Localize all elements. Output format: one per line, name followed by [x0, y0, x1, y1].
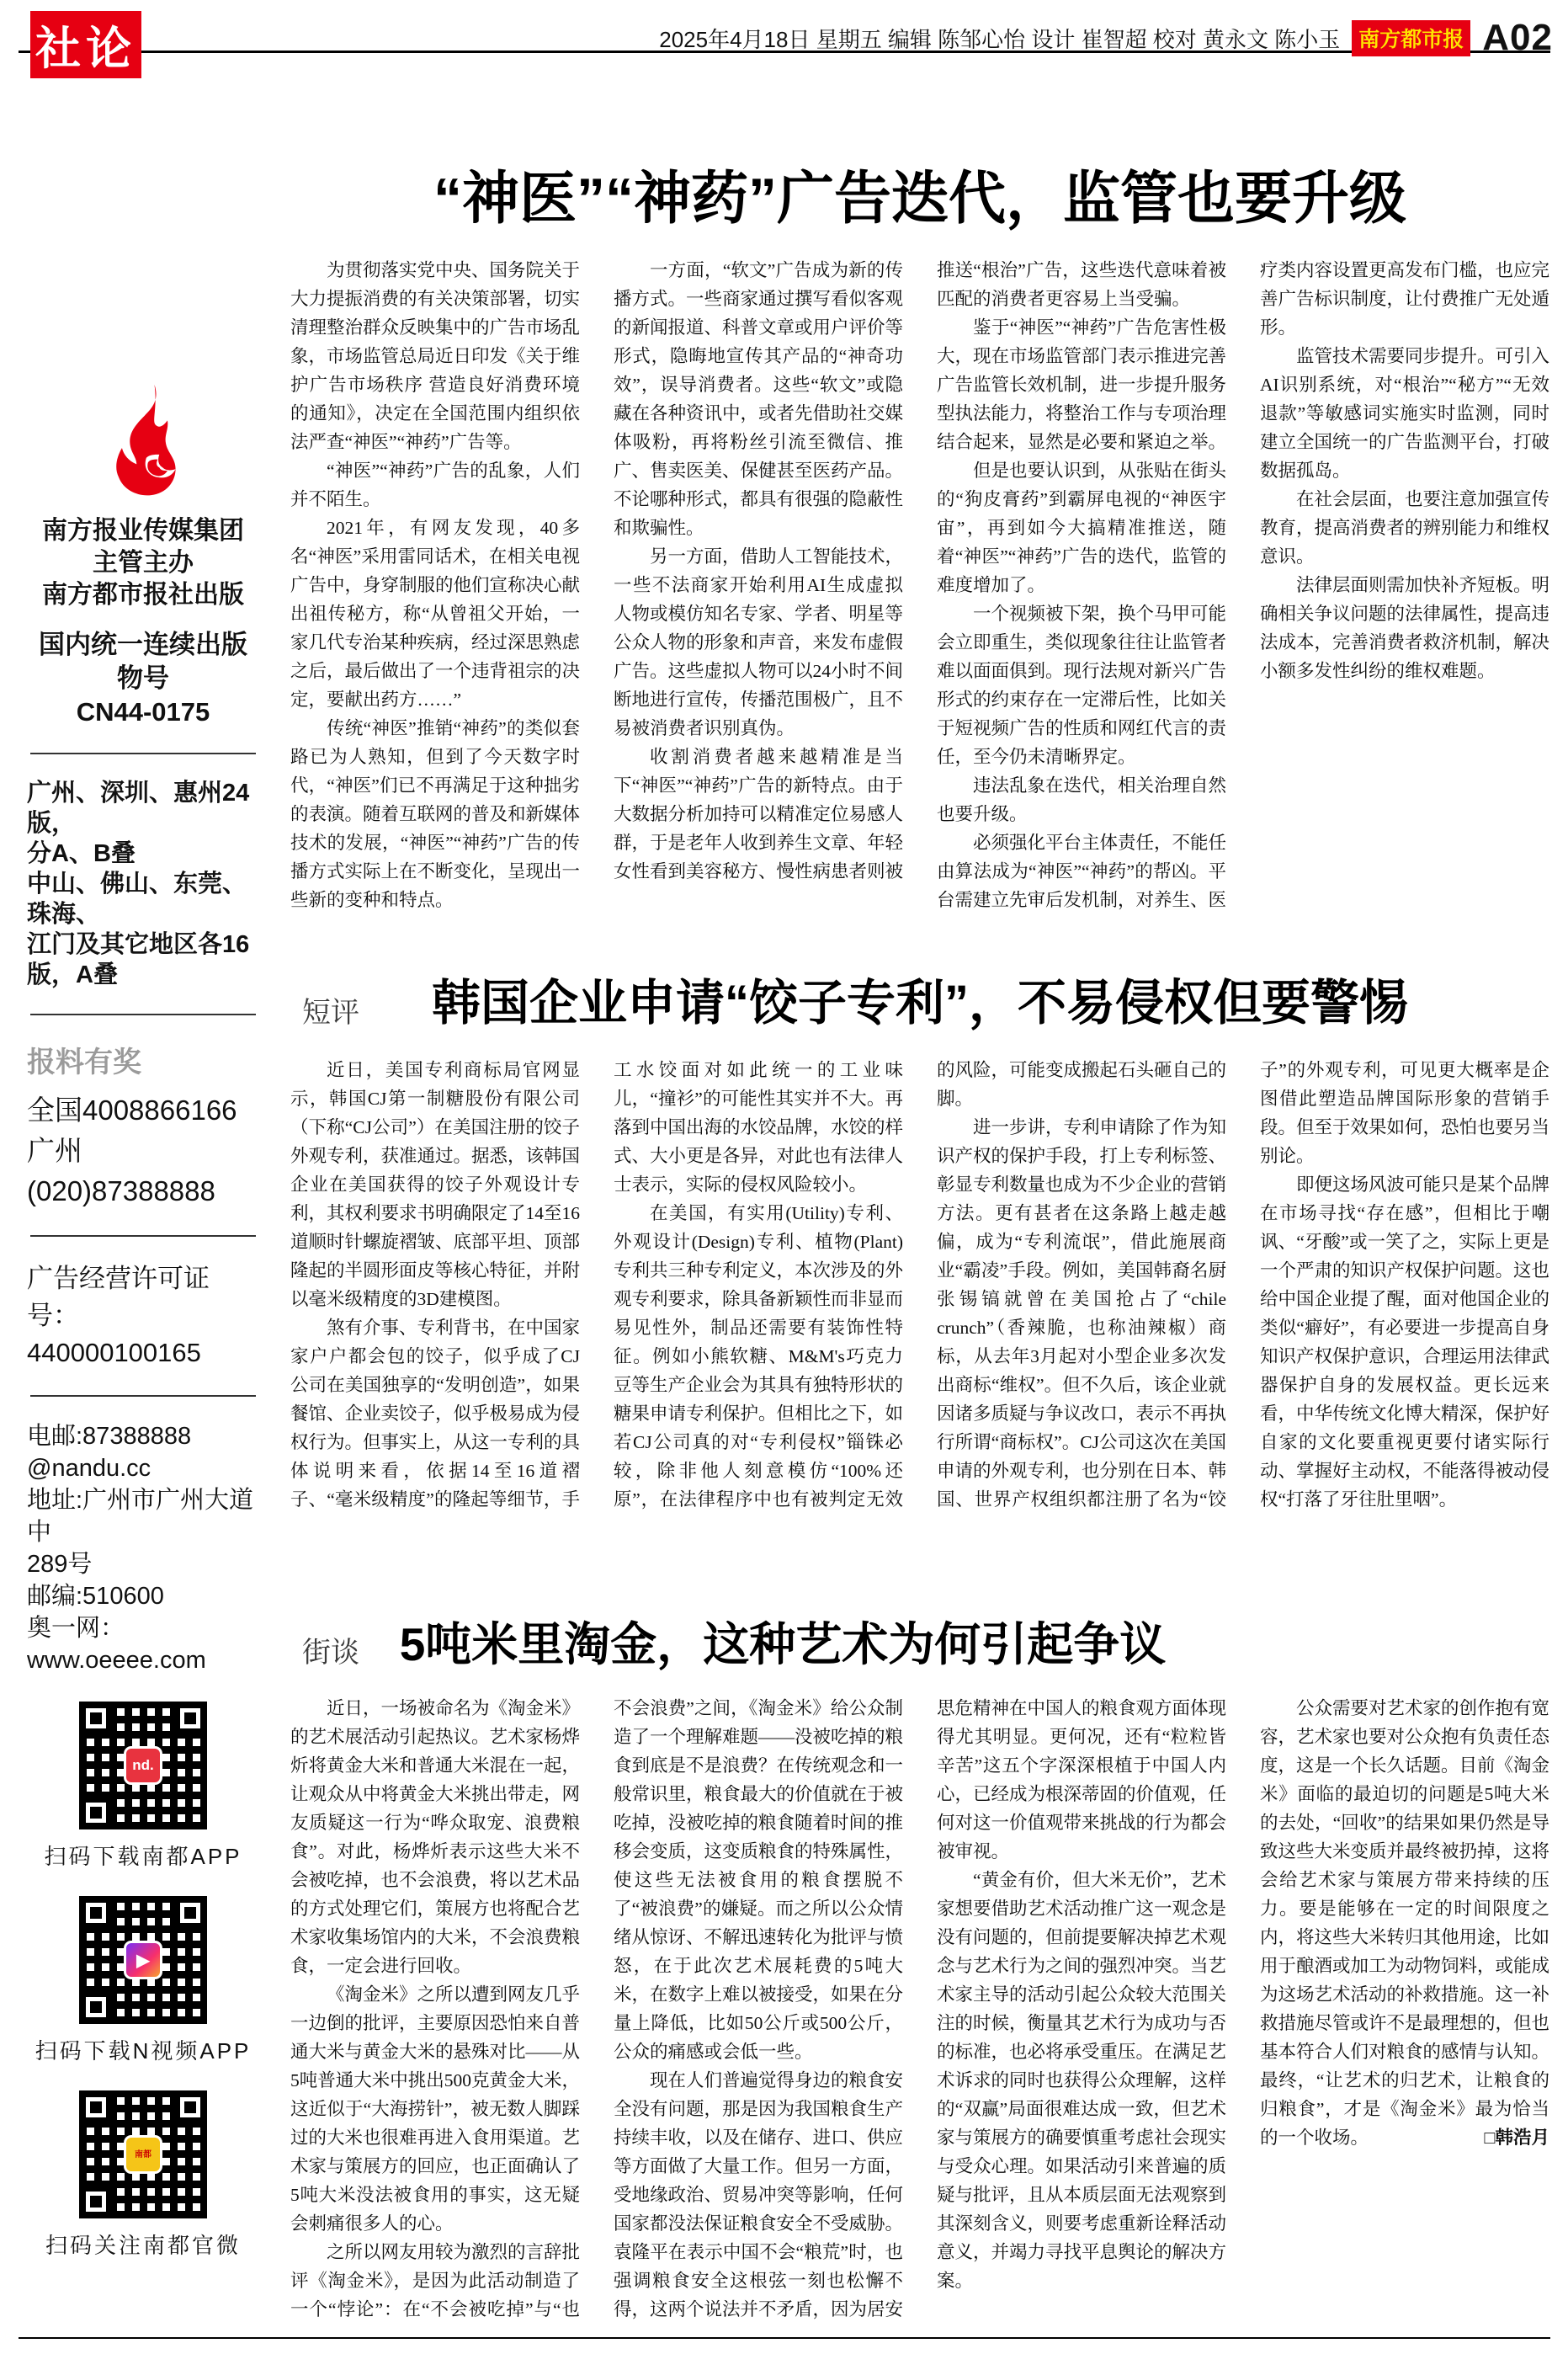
- text-line: 289号: [27, 1551, 93, 1578]
- paragraph: 违法乱象在迭代，相关治理自然也要升级。: [937, 775, 1227, 824]
- contact-block: [27, 1420, 259, 1676]
- paragraph: “神医”“神药”广告的乱象，人们并不陌生。: [290, 461, 580, 509]
- issn-block: [27, 628, 259, 729]
- paragraph: 一方面，“软文”广告成为新的传播方式。一些商家通过撰写看似客观的新闻报道、科普文章或用户评价等形式，隐晦地宣传其产品的“神奇功效”，误导消费者。这些“软文”或隐藏在各种资讯中，或者先借助社交媒体吸粉，再将粉丝引流至微信、推广、售卖医美、保健甚至医药产品。不论哪种形式，都具有很强的隐蔽性和欺骗性。: [614, 260, 904, 538]
- paragraph: 为贯彻落实党中央、国务院关于大力提振消费的有关决策部署，切实清理整治群众反映集中的广告市场乱象，市场监管总局近日印发《关于维护广告市场秩序 营造良好消费环境的通知》，决定在全国范围内组织依法严查“神医”“神药”广告等。: [290, 260, 581, 452]
- masthead-badge: 南方都市报: [1352, 20, 1470, 56]
- paragraph: 另一方面，借助人工智能技术，一些不法商家开始利用AI生成虚拟人物或模仿知名专家、学者、明星等公众人物的形象和声音，来发布虚假广告。这些虚拟人物可以24小时不间断地进行宣传，传播范围极广，且不易被消费者识别真伪。: [614, 546, 904, 738]
- qr-nvideo-app: [27, 1896, 259, 2065]
- text-line: 广州(020)87388888: [27, 1135, 215, 1206]
- paragraph: 2021年，有网友发现，40多名“神医”采用雷同话术，在相关电视广告中，身穿制服的他们宣称决心献出祖传秘方，称“从曾祖父开始，一家几代专治某种疾病，经过深思熟虑之后，最后做出了一个违背祖宗的决定，要献出药方……”: [290, 518, 581, 710]
- sidebar: [27, 383, 259, 2260]
- article-2-header: [290, 965, 1549, 1042]
- text-line: 南方都市报社出版: [42, 581, 244, 609]
- paragraph: “黄金有价，但大米无价”，艺术家想要借助艺术活动推广这一观念是没有问题的，但前提要解决掉艺术观念与艺术行为之间的强烈冲突。当艺术家主导的活动引起公众较大范围关注的时候，衡量其艺术行为成功与否的标准，也必将承受重压。在满足艺术诉求的同时也获得公众理解，这样的“双赢”局面很难达成一致，但艺术家与策展方的确要慎重考虑社会现实与受众心理。如果活动引来普遍的质疑与批评，且从本质层面无法观察到其深刻含义，则要考虑重新诠释活动意义，并竭力寻找平息舆论的解决方案。: [937, 1870, 1227, 2291]
- sidebar-divider: [30, 753, 256, 754]
- text-line: CN44-0175: [76, 697, 210, 727]
- text-line: 江门及其它地区各16: [27, 931, 250, 958]
- paragraph: 在社会层面，也要注意加强宣传教育，提高消费者的辨别能力和维权意识。: [1260, 489, 1549, 567]
- qr-code-icon: [79, 1896, 207, 2024]
- paragraph: 但是也要认识到，从张贴在街头的“狗皮膏药”到霸屏电视的“神医宇宙”，再到如今大搞精准推送，随着“神医”“神药”广告的迭代，监管的难度增加了。: [937, 461, 1227, 595]
- text-line: 主管主办: [93, 549, 194, 577]
- text-line: 广告经营许可证号：: [27, 1264, 210, 1330]
- page-bottom-rule: [19, 2337, 1550, 2339]
- text-line: 奥一网：: [27, 1615, 125, 1642]
- text-line: 电邮:87388888: [27, 1423, 192, 1450]
- paragraph: 煞有介事、专利背书，在中国家家户户都会包的饺子，似乎成了CJ公司在美国独享的“发明创造”，如果餐馆、企业卖饺子，似乎极易成为侵权行为。但事实上，从这一专利的具体说明来看，依据14至16道褶子、“毫米级精度”的隆起等细节，手工水饺面对如此统一的工业味儿，“撞衫”的可能性其实并不大。再落到中国出海的水饺品牌，水饺的样式、大小更是各异，对此也有法律人士表示，实际的侵权风险较小。: [290, 1060, 904, 1510]
- paragraph: 之所以网友用较为激烈的言辞批评《淘金米》，是因为此活动制造了一个“悖论”：在“不会被吃掉”与“也不会浪费”之间，《淘金米》给公众制造了一个理解难题——没被吃掉的粮食到底是不是浪费？在传统观念和一般常识里，粮食最大的价值就在于被吃掉，没被吃掉的粮食随着时间的推移会变质，这变质粮食的特殊属性，使这些无法被食用的粮食摆脱不了“被浪费”的嫌疑。而之所以公众情绪从惊讶、不解迅速转化为批评与愤怒，在于此次艺术展耗费的5吨大米，在数字上难以被接受，如果在分量上降低，比如50公斤或500公斤，公众的痛感或会低一些。: [290, 1698, 904, 2319]
- section-label-box: [30, 11, 141, 78]
- qr-nandu-app: [27, 1702, 259, 1871]
- article-1-body: [290, 256, 1549, 940]
- qr-finder-icon: [173, 1702, 207, 1735]
- qr-finder-icon: [173, 1896, 207, 1930]
- article-1-headline: “神医”“神药”广告迭代，监管也要升级: [433, 167, 1406, 231]
- publisher-block: [27, 515, 259, 611]
- article-3-kicker: 街谈: [302, 1637, 359, 1669]
- paragraph: 收割消费者越来越精准是当下“神医”“神药”广告的新特点。由于大数据分析加持可以精准定位易感人群，于是老年人收到养生文章、年轻女性看到美容秘方、慢性病患者则被推送“根治”广告，这些迭代意味着被匹配的消费者更容易上当受骗。: [614, 260, 1226, 881]
- paragraph: 传统“神医”推销“神药”的类似套路已为人熟知，但到了今天数字时代，“神医”们已不再满足于这种拙劣的表演。随着互联网的普及和新媒体技术的发展，“神医”“神药”广告的传播方式实际上在不断变化，呈现出一些新的变种和特点。: [290, 718, 581, 910]
- paragraph: 《淘金米》之所以遭到网友几乎一边倒的批评，主要原因恐怕来自普通大米与黄金大米的悬殊对比——从5吨普通大米中挑出500克黄金大米，这近似于“大海捞针”，被无数人脚踩过的大米也很难再进入食用渠道。艺术家与策展方的回应，也正面确认了5吨大米没法被食用的事实，这无疑会刺痛很多人的心。: [290, 1984, 581, 2234]
- qr-finder-icon: [79, 1990, 113, 2024]
- paragraph: 即便这场风波可能只是某个品牌在市场寻找“存在感”，但相比于嘲讽、“牙酸”或一笑了之，实际上更是一个严肃的知识产权保护问题。这也给中国企业提了醒，面对他国企业的类似“癖好”，有必要进一步提高自身知识产权保护意识，合理运用法律武器保护自身的发展权益。更长远来看，中华传统文化博大精深，保护好自家的文化要重视更要付诸实际行动、掌握好主动权，不能落得被动侵权“打落了牙往肚里咽”。: [1260, 1174, 1549, 1510]
- qr-code-icon: [79, 1702, 207, 1829]
- article-3-header: [290, 1606, 1275, 1682]
- text-line: 国内统一连续出版物号: [39, 630, 247, 693]
- qr-finder-icon: [173, 2090, 207, 2124]
- qr-finder-icon: [79, 1702, 113, 1735]
- paragraph: 法律层面则需加快补齐短板。明确相关争议问题的法律属性，提高违法成本，完善消费者救济机制，解决小额多发性纠纷的维权难题。: [1260, 575, 1549, 681]
- qr-caption: 扫码下载南都APP: [44, 1844, 242, 1869]
- ad-license-block: [27, 1260, 259, 1371]
- paragraph: 必须强化平台主体责任，不能任由算法成为“神医”“神药”的帮凶。平台需建立先审后发机制，对养生、医疗类内容设置更高发布门槛，也应完善广告标识制度，让付费推广无处遁形。: [937, 260, 1549, 910]
- qr-finder-icon: [79, 1796, 113, 1829]
- article-2-headline: 韩国企业申请“饺子专利”，不易侵权但要警惕: [431, 976, 1408, 1031]
- header-meta: [659, 17, 1553, 59]
- page-number: A02: [1482, 17, 1553, 58]
- nvideo-play-icon: ▶: [124, 1941, 162, 1979]
- qr-finder-icon: [79, 2090, 113, 2124]
- text-line: 地址:广州市广州大道中: [27, 1487, 254, 1546]
- paragraph: 一个视频被下架，换个马甲可能会立即重生，类似现象往往让监管者难以面面俱到。现行法规对新兴广告形式的约束存在一定滞后性，比如关于短视频广告的性质和网红代言的责任，至今仍未清晰界定。: [937, 604, 1227, 767]
- qr-finder-icon: [79, 1896, 113, 1930]
- text-line: 广州、深圳、惠州24版，: [27, 780, 250, 837]
- text-line: 分A、B叠: [27, 840, 136, 867]
- text-line: 440000100165: [27, 1338, 201, 1367]
- article-2-kicker: 短评: [302, 997, 359, 1029]
- article-2-body: [290, 1056, 1549, 1539]
- article-3-body: [290, 1694, 1549, 2334]
- qr-code-icon: [79, 2090, 207, 2218]
- paragraph: 在美国，有实用(Utility)专利、外观设计(Design)专利、植物(Plant)专利共三种专利定义，本次涉及的外观专利要求，除具备新颖性而非显而易见性外，制品还需要有装饰性特征。例如小熊软糖、M&M's巧克力豆等生产企业会为其具有独特形状的糖果申请专利保护。但相比之下，如若CJ公司真的对“专利侵权”锱铢必较，除非他人刻意模仿“100%还原”，在法律程序中也有被判定无效的风险，可能变成搬起石头砸自己的脚。: [614, 1060, 1227, 1510]
- sidebar-divider: [30, 1014, 256, 1015]
- text-line: @nandu.cc: [27, 1455, 151, 1482]
- text-line: 中山、佛山、东莞、珠海、: [27, 871, 247, 928]
- paragraph: 进一步讲，专利申请除了作为知识产权的保护手段，打上专利标签、彰显专利数量也成为不少企业的营销方法。更有甚者在这条路上越走越偏，成为“专利流氓”，借此施展商业“霸凌”手段。例如，美国韩裔名厨张锡镐就曾在美国抢占了“chile crunch”（香辣脆，也称油辣椒）商标，从去年3月起对小型企业多次发出商标“维权”。但不久后，该企业就因诸多质疑与争议改口，表示不再执行所谓“商标权”。CJ公司这次在美国申请的外观专利，也分别在日本、韩国、世界产权组织都注册了名为“饺子”的外观专利，可见更大概率是企图借此塑造品牌国际形象的营销手段。但至于效果如何，恐怕也要另当别论。: [937, 1060, 1549, 1510]
- article-3-headline: 5吨米里淘金，这种艺术为何引起争议: [399, 1618, 1167, 1670]
- nandu-weibo-icon: 南都: [124, 2135, 162, 2174]
- nandu-flame-logo: [93, 383, 194, 497]
- sidebar-divider: [30, 1395, 256, 1397]
- paragraph: 现在人们普遍觉得身边的粮食安全没有问题，那是因为我国粮食生产持续丰收，以及在储存、进口、供应等方面做了大量工作。但另一方面，受地缘政治、贸易冲突等影响，任何国家都没法保证粮食安全不受威胁。袁隆平在表示中国不会“粮荒”时，也强调粮食安全这根弦一刻也松懈不得，这两个说法并不矛盾，因为居安思危精神在中国人的粮食观方面体现得尤其明显。更何况，还有“粒粒皆辛苦”这五个字深深根植于中国人内心，已经成为根深蒂固的价值观，任何对这一价值观带来挑战的行为都会被审视。: [614, 1698, 1227, 2319]
- paragraph: 公众需要对艺术家的创作抱有宽容，艺术家也要对公众抱有负责任态度，这是一个长久话题。目前《淘金米》面临的最迫切的问题是5吨大米的去处，“回收”的结果如果仍然是导致这些大米变质并最终被扔掉，这将会给艺术家与策展方带来持续的压力。要是能够在一定的时间限度之内，将这些大米转归其他用途，比如用于酿酒或加工为动物饲料，或能成为这场艺术活动的补救措施。这一补救措施尽管或许不是最理想的，但也基本符合人们对粮食的感情与认知。最终，“让艺术的归艺术，让粮食的归粮食”，才是《淘金米》最为恰当的一个收场。 □韩浩月: [1260, 1694, 1549, 2152]
- editions-block: [27, 778, 259, 990]
- text-line: 版，A叠: [27, 961, 118, 988]
- nandu-app-icon: nd.: [124, 1746, 162, 1785]
- qr-caption: 扫码下载N视频APP: [35, 2038, 252, 2064]
- tipoff-phones: [27, 1090, 259, 1212]
- text-line: www.oeeee.com: [27, 1647, 206, 1674]
- paragraph: 监管技术需要同步提升。可引入AI识别系统，对“根治”“秘方”“无效退款”等敏感词实施实时监测，同时建立全国统一的广告监测平台，打破数据孤岛。: [1260, 346, 1549, 481]
- qr-weibo: [27, 2090, 259, 2260]
- text-line: 邮编:510600: [27, 1583, 164, 1610]
- section-label: 社论: [35, 23, 136, 74]
- text-line: 南方报业传媒集团: [42, 517, 244, 545]
- byline: □韩浩月: [1466, 2128, 1549, 2148]
- paragraph: 近日，美国专利商标局官网显示，韩国CJ第一制糖股份有限公司（下称“CJ公司”）在美国注册的饺子外观专利，获准通过。据悉，该韩国企业在美国获得的饺子外观设计专利，其权利要求书明确限定了14至16道顺时针螺旋褶皱、底部平坦、顶部隆起的半圆形面皮等核心特征，并附以毫米级精度的3D建模图。: [290, 1060, 581, 1309]
- date-staff-line: 2025年4月18日 星期五 编辑 陈邹心怡 设计 崔智超 校对 黄永文 陈小玉: [659, 26, 1341, 52]
- tipoff-title: 报料有奖: [27, 1047, 141, 1078]
- paragraph: 鉴于“神医”“神药”广告危害性极大，现在市场监管部门表示推进完善广告监管长效机制，进一步提升服务型执法能力，将整治工作与专项治理结合起来，显然是必要和紧迫之举。: [937, 317, 1227, 452]
- qr-caption: 扫码关注南都官微: [45, 2233, 241, 2258]
- text-line: 全国4008866166: [27, 1094, 237, 1126]
- sidebar-divider: [30, 1235, 256, 1237]
- qr-finder-icon: [79, 2185, 113, 2218]
- paragraph: 近日，一场被命名为《淘金米》的艺术展活动引起热议。艺术家杨烨炘将黄金大米和普通大米混在一起，让观众从中将黄金大米挑出带走，网友质疑这一行为“哗众取宠、浪费粮食”。对此，杨烨炘表示这些大米不会被吃掉，也不会浪费，将以艺术品的方式处理它们，策展方也将配合艺术家收集场馆内的大米，不会浪费粮食，一定会进行回收。: [290, 1698, 581, 1976]
